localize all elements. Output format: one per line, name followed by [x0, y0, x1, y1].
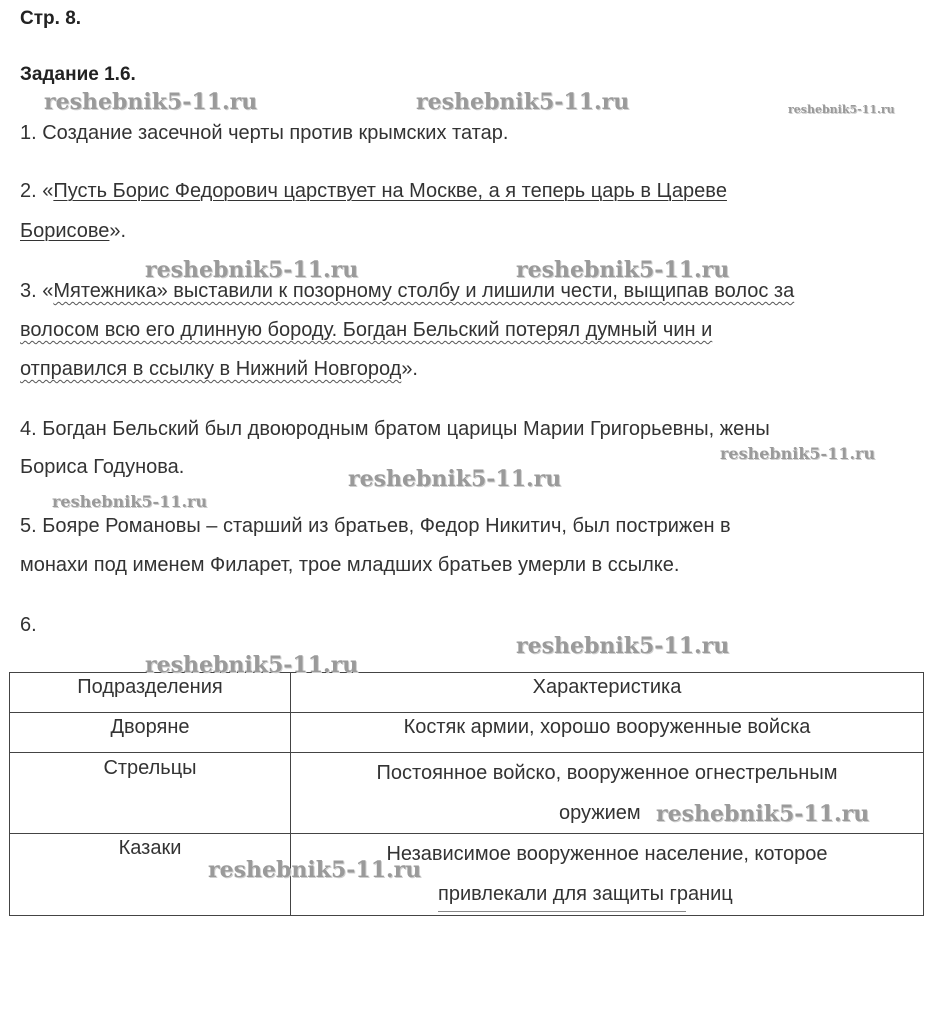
- header-characteristic: Характеристика: [291, 673, 924, 713]
- watermark: reshebnik5-11.ru: [52, 492, 208, 511]
- page-label: Стр. 8.: [20, 8, 82, 29]
- task-label: Задание 1.6.: [20, 64, 136, 85]
- item-3-quote-part-2: волосом всю его длинную бороду. Богдан Бельский потерял думный чин и: [20, 319, 713, 341]
- unit-cell: Казаки: [10, 834, 291, 916]
- table-row: [10, 834, 924, 916]
- item-2-quote-part-1: Пусть Борис Федорович царствует на Москве, а я теперь царь в Царевe: [53, 180, 727, 202]
- item-3-prefix: 3. «: [20, 280, 54, 302]
- item-5-line-1: 5. Бояре Романовы – старший из братьев, Федор Никитич, был пострижен в: [20, 515, 731, 537]
- item-3-quote-part-1: Мятежника» выставили к позорному столбу и лишили чести, выщипав волос за: [53, 280, 795, 302]
- units-table: [9, 672, 924, 916]
- item-6: 6.: [20, 614, 37, 636]
- item-3-line-3: [20, 358, 418, 381]
- table-header-row: [10, 673, 924, 713]
- item-4-line-1: 4. Богдан Бельский был двоюродным братом царицы Марии Григорьевны, жены: [20, 418, 770, 440]
- item-2-quote-part-2: Борисове: [20, 220, 110, 242]
- unit-cell: Дворяне: [10, 713, 291, 753]
- item-3-line-2: [20, 319, 712, 342]
- header-units: Подразделения: [10, 673, 291, 713]
- table-row: [10, 713, 924, 753]
- watermark: reshebnik5-11.ru: [348, 466, 562, 492]
- item-2-line-1: [20, 180, 727, 203]
- watermark: reshebnik5-11.ru: [720, 444, 876, 463]
- watermark: reshebnik5-11.ru: [788, 103, 895, 116]
- trailing-rule: [438, 911, 686, 912]
- item-2-line-2: [20, 220, 126, 243]
- item-3-quote-part-3: отправился в ссылку в Нижний Новгород: [20, 358, 402, 380]
- desc-line-1: Постоянное войско, вооруженное огнестрельным: [376, 762, 838, 784]
- desc-line-1: Костяк армии, хорошо вооруженные войска: [403, 716, 811, 738]
- item-4-line-2: Бориса Годунова.: [20, 456, 185, 478]
- watermark: reshebnik5-11.ru: [145, 652, 359, 678]
- item-3-suffix: ».: [401, 358, 418, 380]
- item-5-line-2: монахи под именем Филарет, трое младших братьев умерли в ссылке.: [20, 554, 680, 576]
- watermark: reshebnik5-11.ru: [516, 633, 730, 659]
- watermark: reshebnik5-11.ru: [208, 857, 422, 883]
- item-3-line-1: [20, 280, 794, 303]
- desc-cell: [291, 713, 924, 753]
- item-1: 1. Создание засечной черты против крымских татар.: [20, 122, 509, 144]
- desc-line-2: оружием: [559, 802, 641, 824]
- unit-cell: Стрельцы: [10, 753, 291, 834]
- watermark: reshebnik5-11.ru: [516, 257, 730, 283]
- item-2-prefix: 2. «: [20, 180, 54, 202]
- desc-line-1: Независимое вооруженное население, которое: [386, 843, 828, 865]
- watermark: reshebnik5-11.ru: [656, 801, 870, 827]
- watermark: reshebnik5-11.ru: [145, 257, 359, 283]
- watermark: reshebnik5-11.ru: [416, 89, 630, 115]
- item-2-suffix: ».: [109, 220, 127, 242]
- desc-line-2: привлекали для защиты границ: [438, 883, 733, 905]
- watermark: reshebnik5-11.ru: [44, 89, 258, 115]
